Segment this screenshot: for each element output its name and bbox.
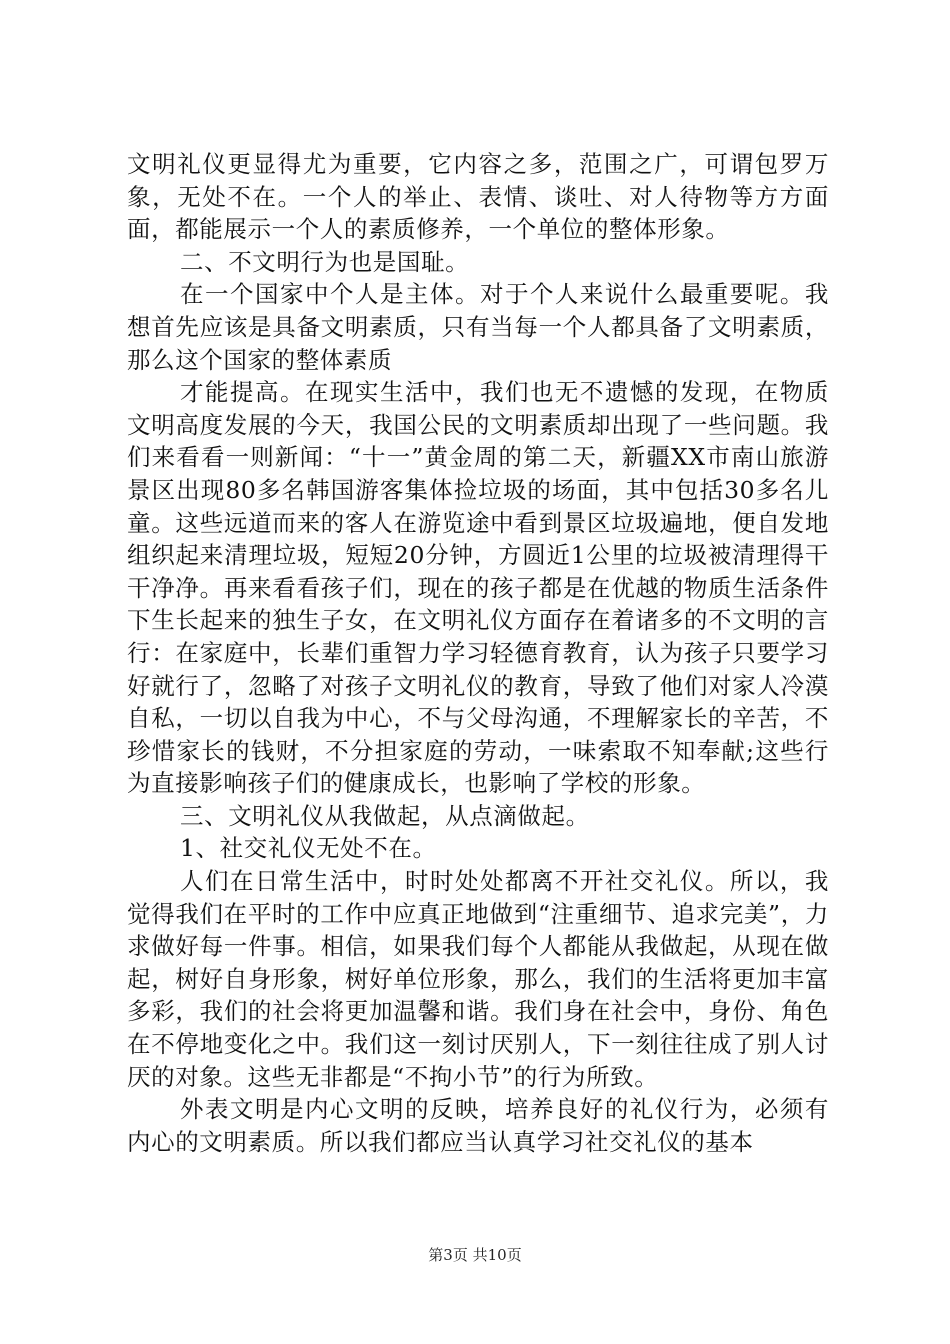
document-body	[127, 148, 829, 1158]
section-heading-2: 二、不文明行为也是国耻。	[180, 247, 470, 276]
paragraph: 在一个国家中个人是主体。对于个人来说什么最重要呢。我想首先应该是具备文明素质，只有当每一个人都具备了文明素质，那么这个国家的整体素质	[127, 280, 829, 374]
subsection-heading-1: 1、社交礼仪无处不在。	[180, 834, 437, 863]
paragraph: 人们在日常生活中，时时处处都离不开社交礼仪。所以，我觉得我们在平时的工作中应真正地做到“注重细节、追求完美”，力求做好每一件事。相信，如果我们每个人都能从我做起，从现在做起，树好自身形象，树好单位形象，那么，我们的生活将更加丰富多彩，我们的社会将更加温馨和谐。我们身在社会中，身份、角色在不停地变化之中。我们这一刻讨厌别人，下一刻往往成了别人讨厌的对象。这些无非都是“不拘小节”的行为所致。	[127, 867, 829, 1091]
paragraph: 外表文明是内心文明的反映，培养良好的礼仪行为，必须有内心的文明素质。所以我们都应当认真学习社交礼仪的基本	[127, 1095, 829, 1156]
paragraph: 才能提高。在现实生活中，我们也无不遗憾的发现，在物质文明高度发展的今天，我国公民的文明素质却出现了一些问题。我们来看看一则新闻：“十一”黄金周的第二天，新疆XX市南山旅游景区出现80多名韩国游客集体捡垃圾的场面，其中包括30多名儿童。这些远道而来的客人在游览途中看到景区垃圾遍地，便自发地组织起来清理垃圾，短短20分钟，方圆近1公里的垃圾被清理得干干净净。再来看看孩子们，现在的孩子都是在优越的物质生活条件下生长起来的独生子女，在文明礼仪方面存在着诸多的不文明的言行：在家庭中，长辈们重智力学习轻德育教育，认为孩子只要学习好就行了，忽略了对孩子文明礼仪的教育，导致了他们对家人冷漠自私，一切以自我为中心，不与父母沟通，不理解家长的辛苦，不珍惜家长的钱财，不分担家庭的劳动，一味索取不知奉献;这些行为直接影响孩子们的健康成长，也影响了学校的形象。	[127, 378, 829, 798]
section-heading-3: 三、文明礼仪从我做起，从点滴做起。	[180, 801, 590, 830]
page-number-footer: 第3页 共10页	[428, 1246, 522, 1264]
paragraph-continuation: 文明礼仪更显得尤为重要，它内容之多，范围之广，可谓包罗万象，无处不在。一个人的举止、表情、谈吐、对人待物等方方面面，都能展示一个人的素质修养，一个单位的整体形象。	[127, 150, 829, 244]
